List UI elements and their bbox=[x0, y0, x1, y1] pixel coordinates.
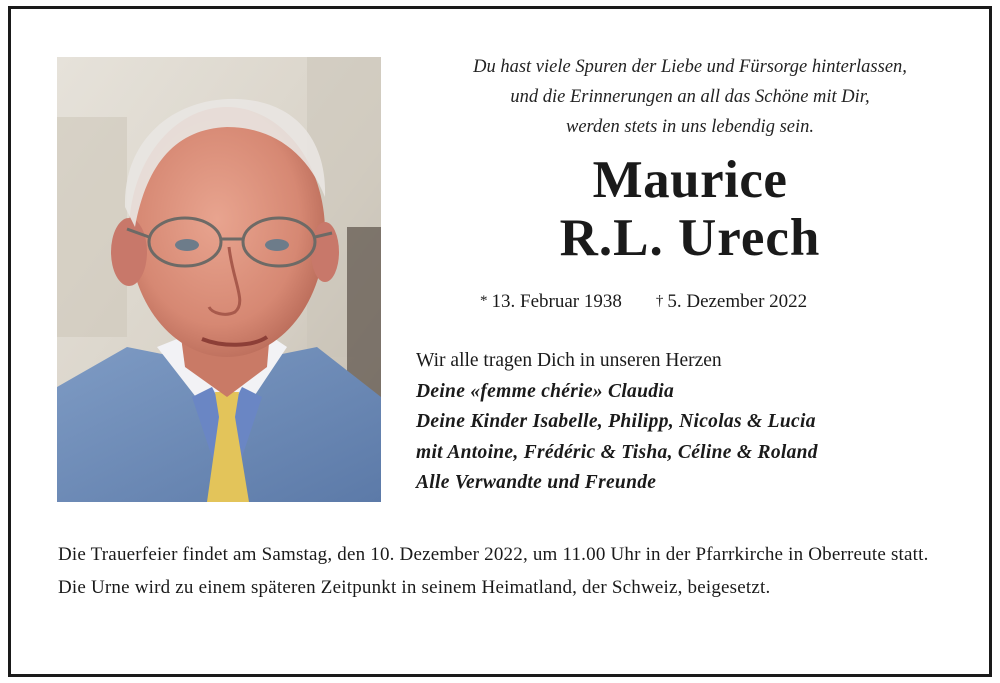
portrait-illustration bbox=[57, 57, 381, 502]
mourner-line: mit Antoine, Frédéric & Tisha, Céline & Roland bbox=[416, 441, 818, 463]
verse-line-1: Du hast viele Spuren der Liebe und Fürsorge hinterlassen, bbox=[473, 57, 907, 77]
mourner-line: Alle Verwandte und Freunde bbox=[416, 472, 657, 493]
last-name: R.L. Urech bbox=[559, 209, 821, 267]
mourners-lead: Wir alle tragen Dich in unseren Herzen bbox=[416, 350, 722, 371]
deceased-name bbox=[410, 152, 970, 268]
memorial-verse bbox=[410, 52, 970, 142]
mourner-line: Deine Kinder Isabelle, Philipp, Nicolas & Lucia bbox=[416, 411, 816, 432]
verse-line-3: werden stets in uns lebendig sein. bbox=[565, 117, 814, 137]
burial-text: Die Urne wird zu einem späteren Zeitpunkt in seinem Heimatland, der Schweiz, beigesetzt. bbox=[58, 577, 771, 598]
death-date bbox=[656, 291, 807, 313]
life-dates bbox=[480, 291, 900, 313]
birth-star-icon: * bbox=[480, 293, 488, 309]
ceremony-text: Die Trauerfeier findet am Samstag, den 10. Dezember 2022, um 11.00 Uhr in der Pfarrkirche in Oberreute statt. bbox=[58, 544, 929, 565]
birth-date bbox=[480, 291, 622, 313]
mourner-line: Deine «femme chérie» Claudia bbox=[416, 380, 675, 402]
first-name: Maurice bbox=[592, 151, 788, 209]
death-cross-icon: † bbox=[655, 293, 664, 309]
portrait-photo bbox=[57, 57, 381, 502]
funeral-notice bbox=[58, 540, 958, 602]
birth-date-text: 13. Februar 1938 bbox=[491, 291, 622, 312]
mourners-block bbox=[416, 346, 976, 499]
verse-and-name-block bbox=[400, 52, 970, 268]
verse-line-2: und die Erinnerungen an all das Schöne mit Dir, bbox=[510, 87, 870, 107]
death-date-text: 5. Dezember 2022 bbox=[667, 291, 808, 312]
